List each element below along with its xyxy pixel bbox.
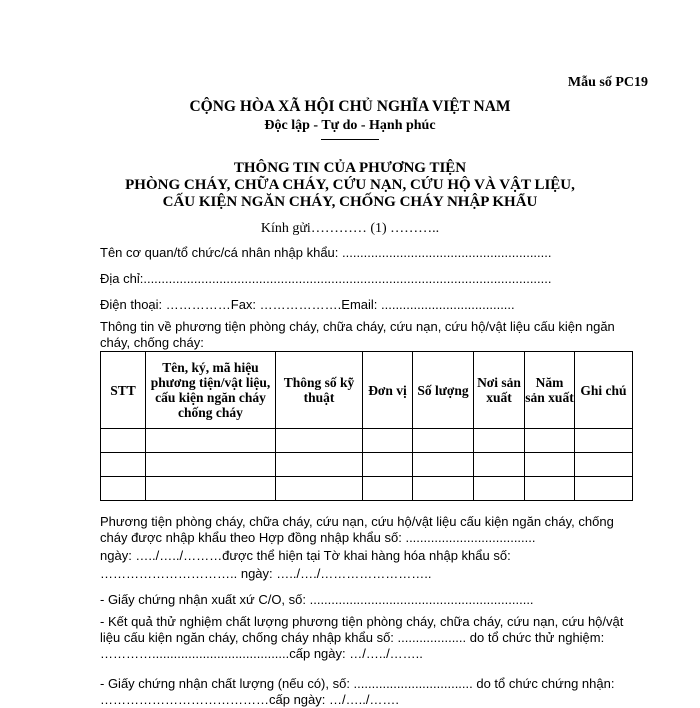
document-title-line-3: CẤU KIỆN NGĂN CHÁY, CHỐNG CHÁY NHẬP KHẨU: [162, 194, 538, 210]
table-cell: [525, 429, 575, 453]
table-cell: [363, 477, 413, 501]
table-cell: [276, 477, 363, 501]
header-year: Năm sản xuất: [525, 352, 575, 429]
greeting: Kính gửi………… (1) ………..: [260, 221, 440, 236]
table-cell: [575, 477, 633, 501]
header-unit: Đơn vị: [363, 352, 413, 429]
table-row: [101, 453, 633, 477]
table-cell: [413, 429, 474, 453]
co-certificate-field: - Giấy chứng nhận xuất xứ C/O, số: ..............................................................: [100, 592, 534, 607]
address-field: Địa chỉ:.................................................................................................................: [100, 271, 552, 286]
header-notes: Ghi chú: [575, 352, 633, 429]
header-name: Tên, ký, mã hiệu phương tiện/vật liệu, cấu kiện ngăn cháy chống cháy: [146, 352, 276, 429]
table-cell: [413, 477, 474, 501]
header-divider: [321, 139, 379, 140]
table-cell: [363, 453, 413, 477]
table-cell: [413, 453, 474, 477]
document-title-line-2: PHÒNG CHÁY, CHỮA CHÁY, CỨU NẠN, CỨU HỘ VÀ VẬT LIỆU,: [125, 177, 575, 193]
header-quantity: Số lượng: [413, 352, 474, 429]
equipment-table: [100, 351, 633, 501]
customs-declaration-line: ngày: …../…../………được thể hiện tại Tờ khai hàng hóa nhập khẩu số:: [100, 548, 511, 563]
test-result-paragraph: - Kết quả thử nghiệm chất lượng phương tiện phòng cháy, chữa cháy, cứu nạn, cứu hộ/vật liệu cấu kiện ngăn cháy, chống cháy nhập khẩu số: ................... do tổ chức thử nghiệm: …………......................................cấp ngày: …/…../……..: [100, 614, 624, 661]
country-name: CỘNG HÒA XÃ HỘI CHỦ NGHĨA VIỆT NAM: [189, 98, 511, 115]
table-cell: [101, 477, 146, 501]
header-origin: Nơi sản xuất: [474, 352, 525, 429]
table-row: [101, 429, 633, 453]
table-cell: [525, 453, 575, 477]
table-cell: [474, 477, 525, 501]
header-stt: STT: [101, 352, 146, 429]
table-cell: [525, 477, 575, 501]
document-title-line-1: THÔNG TIN CỦA PHƯƠNG TIỆN: [233, 160, 467, 176]
table-cell: [575, 453, 633, 477]
table-cell: [474, 453, 525, 477]
national-motto: Độc lập - Tự do - Hạnh phúc: [264, 118, 436, 133]
table-cell: [276, 453, 363, 477]
table-cell: [276, 429, 363, 453]
importer-field: Tên cơ quan/tổ chức/cá nhân nhập khẩu: ..........................................................: [100, 245, 552, 260]
header-specs: Thông số kỹ thuật: [276, 352, 363, 429]
table-cell: [363, 429, 413, 453]
table-cell: [474, 429, 525, 453]
table-row: [101, 477, 633, 501]
table-cell: [101, 453, 146, 477]
contact-field: Điện thoại: ……………Fax: ……………….Email: .....................................: [100, 297, 515, 312]
table-cell: [146, 477, 276, 501]
info-intro: Thông tin về phương tiện phòng cháy, chữa cháy, cứu nạn, cứu hộ/vật liệu cấu kiện ngăn cháy, chống cháy:: [100, 319, 615, 350]
customs-date-line: ………………………….. ngày: …../…./……………………..: [100, 566, 432, 581]
table-header-row: [101, 352, 633, 429]
table-cell: [101, 429, 146, 453]
table-cell: [575, 429, 633, 453]
quality-certificate-paragraph: - Giấy chứng nhận chất lượng (nếu có), số: ................................. do tổ chức chứng nhận: …………………………………cấp ngày: …/…../…….: [100, 676, 615, 707]
table-cell: [146, 429, 276, 453]
table-cell: [146, 453, 276, 477]
form-number: Mẫu số PC19: [567, 75, 648, 90]
import-contract-paragraph: Phương tiện phòng cháy, chữa cháy, cứu nạn, cứu hộ/vật liệu cấu kiện ngăn cháy, chống cháy được nhập khẩu theo Hợp đồng nhập khẩu số: ....................................: [100, 514, 614, 545]
